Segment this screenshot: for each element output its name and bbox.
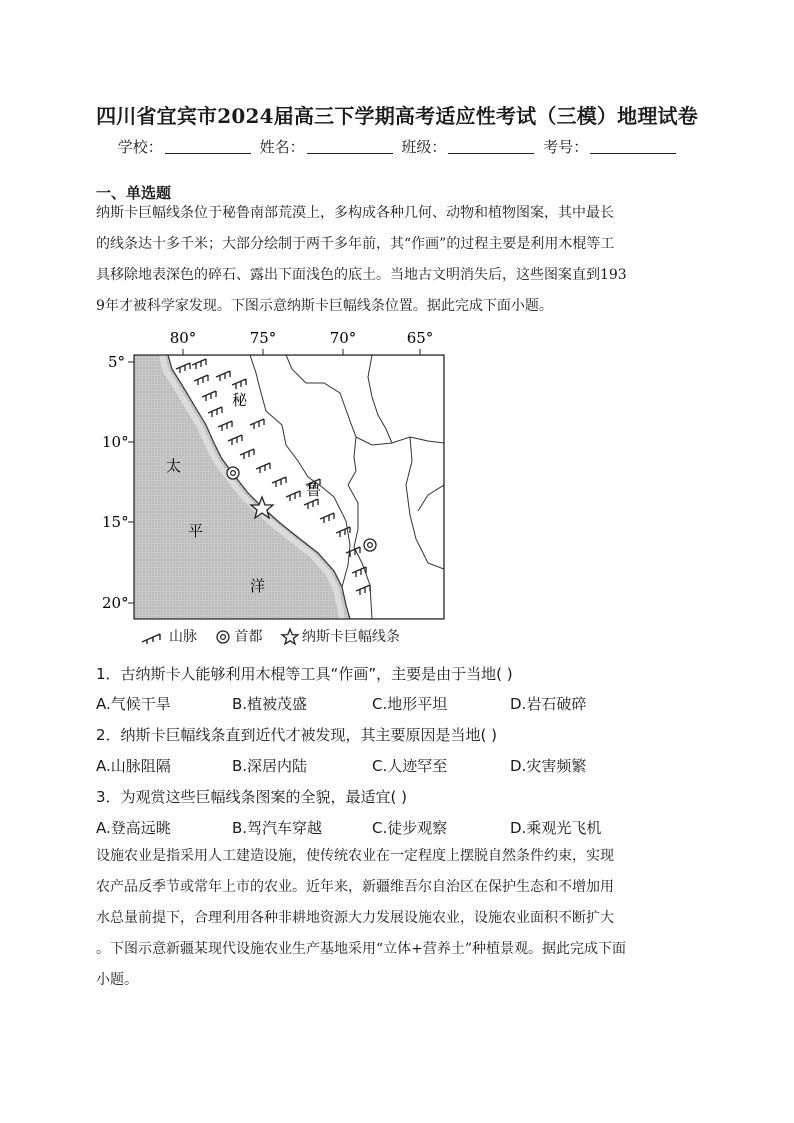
q2-option-d[interactable]: D.灾害频繁 (510, 757, 587, 775)
country-label-bi: 秘 (232, 391, 248, 409)
number-label: 考号： (543, 138, 589, 156)
map-legend (140, 626, 414, 646)
legend-mountain (140, 626, 197, 646)
q1-option-d[interactable]: D.岩石破碎 (510, 695, 587, 713)
capital-icon (215, 629, 231, 645)
star-icon (281, 628, 299, 646)
capital-la-paz (364, 539, 376, 551)
question-2-stem: 2．纳斯卡巨幅线条直到近代才被发现，其主要原因是当地( ) (96, 726, 498, 744)
lat-label-5: 5° (108, 353, 126, 371)
lon-ticks (183, 349, 420, 355)
passage-line: 。下图示意新疆某现代设施农业生产基地采用“立体+营养土”种植景观。据此完成下面 (96, 941, 627, 957)
ocean-label-yang: 洋 (250, 577, 266, 595)
lat-ticks (128, 362, 134, 603)
capital-lima (227, 467, 239, 479)
q1-option-b[interactable]: B.植被茂盛 (232, 695, 308, 713)
lat-label-15: 15° (102, 513, 129, 531)
lon-label-75: 75° (249, 329, 277, 347)
passage-line: 9年才被科学家发现。下图示意纳斯卡巨幅线条位置。据此完成下面小题。 (96, 298, 553, 314)
map-body (134, 355, 444, 619)
country-label-lu: 鲁 (306, 481, 322, 499)
q2-option-c[interactable]: C.人迹罕至 (372, 757, 448, 775)
passage-nazca (96, 198, 700, 322)
legend-capital (215, 626, 262, 646)
name-blank[interactable] (307, 139, 393, 154)
passage-line: 水总量前提下，合理利用各种非耕地资源大力发展设施农业，设施农业面积不断扩大 (96, 910, 614, 926)
q1-option-c[interactable]: C.地形平坦 (372, 695, 448, 713)
question-1-stem: 1．古纳斯卡人能够利用木棍等工具“作画”，主要是由于当地( ) (96, 665, 513, 683)
school-blank[interactable] (165, 139, 251, 154)
q3-option-c[interactable]: C.徒步观察 (372, 819, 448, 837)
lon-label-70: 70° (329, 329, 357, 347)
lon-label-65: 65° (406, 329, 434, 347)
passage-line: 设施农业是指采用人工建造设施，使传统农业在一定程度上摆脱自然条件约束，实现 (96, 848, 614, 864)
legend-nazca (281, 626, 400, 646)
passage-facility-agriculture (96, 841, 700, 996)
number-blank[interactable] (590, 139, 676, 154)
lat-label-10: 10° (102, 433, 129, 451)
section-heading: 一、单选题 (96, 184, 172, 202)
legend-mountain-label: 山脉 (169, 629, 197, 645)
q1-option-a[interactable]: A.气候干旱 (96, 695, 171, 713)
exam-title: 四川省宜宾市2024届高三下学期高考适应性考试（三模）地理试卷 (96, 104, 698, 128)
ocean-label-ping: 平 (188, 522, 204, 540)
mountain-icon (140, 630, 166, 644)
passage-line: 的线条达十多千米；大部分绘制于两千多年前，其“作画”的过程主要是利用木棍等工 (96, 236, 615, 252)
passage-line: 农产品反季节或常年上市的农业。近年来，新疆维吾尔自治区在保护生态和不增加用 (96, 879, 614, 895)
legend-capital-label: 首都 (234, 629, 263, 645)
legend-nazca-label: 纳斯卡巨幅线条 (301, 629, 400, 645)
school-label: 学校： (117, 138, 163, 156)
passage-line: 具移除地表深色的碎石、露出下面浅色的底土。当地古文明消失后，这些图案直到193 (96, 267, 627, 283)
lat-label-20: 20° (102, 594, 129, 612)
q3-option-b[interactable]: B.驾汽车穿越 (232, 819, 323, 837)
class-blank[interactable] (448, 139, 534, 154)
q3-option-a[interactable]: A.登高远眺 (96, 819, 171, 837)
question-3-stem: 3．为观赏这些巨幅线条图案的全貌，最适宜( ) (96, 788, 408, 806)
class-label: 班级： (401, 138, 447, 156)
ocean-label-tai: 太 (166, 457, 182, 475)
passage-line: 纳斯卡巨幅线条位于秘鲁南部荒漠上，多构成各种几何、动物和植物图案，其中最长 (96, 205, 614, 221)
q2-option-b[interactable]: B.深居内陆 (232, 757, 308, 775)
lon-label-80: 80° (169, 329, 197, 347)
passage-line: 小题。 (96, 972, 138, 988)
student-info-line (0, 136, 794, 157)
peru-map (102, 325, 470, 625)
q2-option-a[interactable]: A.山脉阻隔 (96, 757, 171, 775)
name-label: 姓名： (259, 138, 305, 156)
q3-option-d[interactable]: D.乘观光飞机 (510, 819, 602, 837)
